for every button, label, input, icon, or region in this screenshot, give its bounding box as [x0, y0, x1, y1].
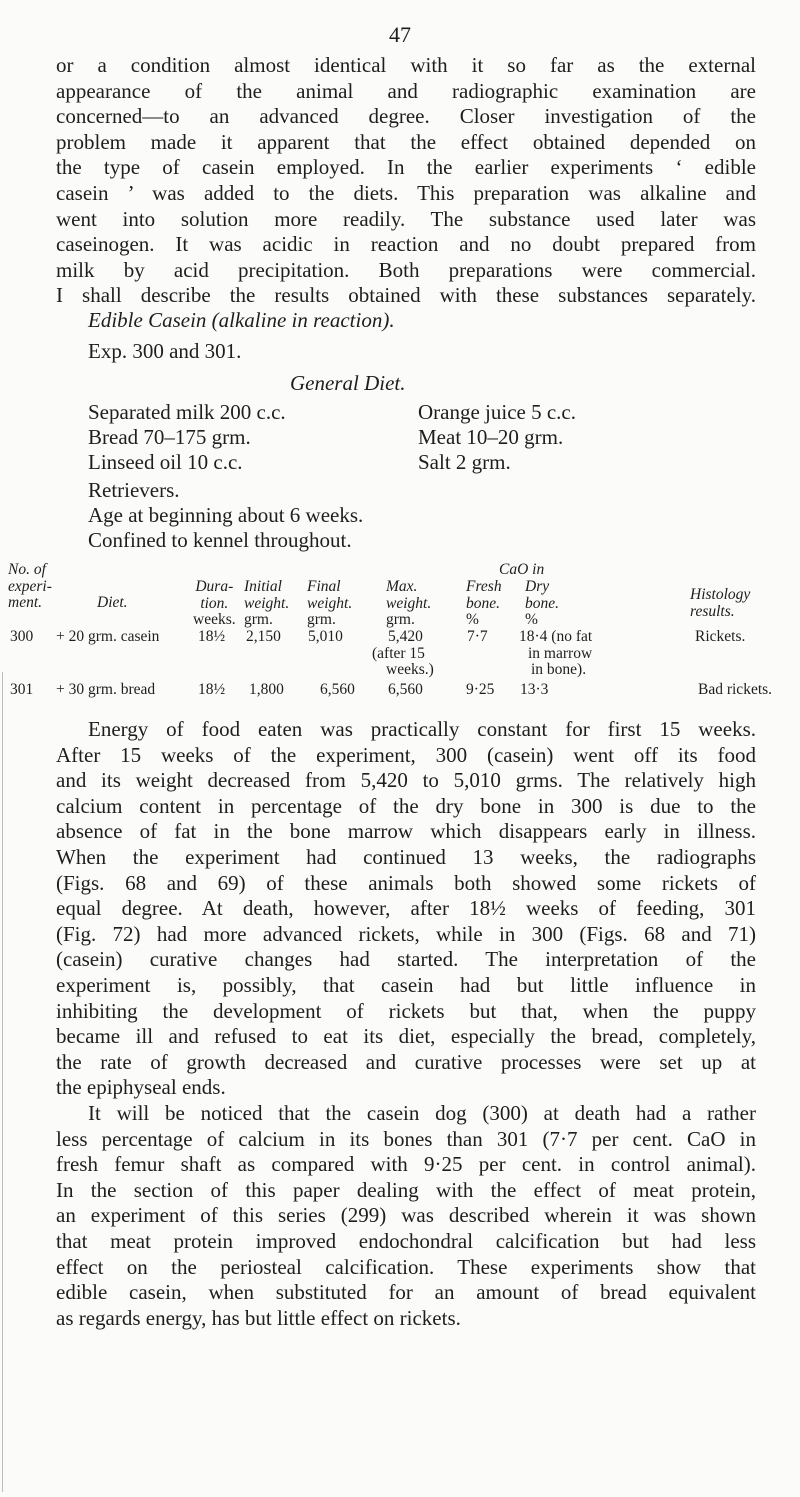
text-line: When the experiment had continued 13 weeks, the radiographs — [56, 844, 756, 869]
cell-final: 5,010 — [308, 628, 343, 645]
header-final: Final weight. grm. — [307, 578, 353, 628]
text-line: fresh femur shaft as compared with 9·25 per cent. in control animal). — [56, 1152, 756, 1177]
cell-histology: Bad rickets. — [698, 681, 773, 698]
header-initial: Initial weight. grm. — [244, 578, 290, 628]
cell-no: 301 — [10, 681, 34, 698]
text-line: or a condition almost identical with it so far as the external — [56, 53, 756, 77]
cell-initial: 2,150 — [246, 628, 281, 645]
text-line: experiment is, possibly, that casein had but little influence in — [56, 972, 756, 997]
text-line: milk by acid precipitation. Both preparations were commercial. — [56, 257, 756, 282]
text-line: as regards energy, has but little effect on rickets. — [56, 1305, 461, 1330]
text-line: It will be noticed that the casein dog (300) at death had a rather — [88, 1101, 756, 1125]
animal-note: Retrievers. — [88, 478, 180, 502]
experiment-label: Exp. 300 and 301. — [88, 339, 242, 363]
text-line: an experiment of this series (299) was described wherein it was shown — [56, 1203, 756, 1228]
diet-item: Bread 70–175 grm. — [88, 425, 251, 449]
text-line: absence of fat in the bone marrow which disappears early in illness. — [56, 819, 756, 844]
text-line: concerned—to an advanced degree. Closer investigation of the — [56, 104, 756, 129]
text-line: casein ’ was added to the diets. This preparation was alkaline and — [56, 180, 756, 205]
cell-final: 6,560 — [320, 681, 355, 698]
header-diet: Diet. — [97, 594, 128, 611]
text-line: (casein) curative changes had started. The interpretation of the — [56, 947, 756, 972]
text-line: calcium content in percentage of the dry bone in 300 is due to the — [56, 793, 756, 818]
animal-note: Confined to kennel throughout. — [88, 528, 352, 552]
cell-diet: + 20 grm. casein — [56, 628, 160, 645]
section-heading: Edible Casein (alkaline in reaction). — [88, 308, 395, 332]
cell-no: 300 — [10, 628, 34, 645]
text-line: less percentage of calcium in its bones than 301 (7·7 per cent. CaO in — [56, 1126, 756, 1151]
text-line: the type of casein employed. In the earlier experiments ‘ edible — [56, 155, 756, 180]
header-no: No. of experi- ment. — [8, 561, 52, 611]
text-line: (Figs. 68 and 69) of these animals both showed some rickets of — [56, 870, 756, 895]
text-line: In the section of this paper dealing with the effect of meat protein, — [56, 1177, 756, 1202]
cell-diet: + 30 grm. bread — [56, 681, 156, 698]
cell-duration: 18½ — [198, 681, 226, 698]
text-line: that meat protein improved endochondral calcification but had less — [56, 1228, 756, 1253]
text-line: I shall describe the results obtained with these substances separately. — [56, 283, 756, 308]
text-line: and its weight decreased from 5,420 to 5,010 grms. The relatively high — [56, 768, 756, 793]
cell-dry: 18·4 (no fat in marrow in bone). — [519, 628, 593, 678]
diet-left-column — [88, 400, 286, 475]
diet-heading: General Diet. — [290, 371, 406, 395]
text-line: became ill and refused to eat its diet, especially the bread, completely, — [56, 1024, 756, 1049]
cell-max: 6,560 — [388, 681, 423, 698]
header-cao: CaO in — [499, 561, 545, 578]
header-fresh: Fresh bone. % — [466, 578, 502, 628]
header-duration: Dura- tion. weeks. — [193, 578, 236, 628]
page-edge-shadow — [2, 672, 3, 1492]
cell-dry: 13·3 — [520, 681, 549, 698]
text-line: went into solution more readily. The substance used later was — [56, 206, 756, 231]
text-line: After 15 weeks of the experiment, 300 (casein) went off its food — [56, 742, 756, 767]
diet-item: Separated milk 200 c.c. — [88, 400, 286, 424]
text-line: (Fig. 72) had more advanced rickets, while in 300 (Figs. 68 and 71) — [56, 921, 756, 946]
cell-histology: Rickets. — [695, 628, 746, 645]
animal-note: Age at beginning about 6 weeks. — [88, 503, 364, 527]
header-dry: Dry bone. % — [525, 578, 560, 628]
text-line: problem made it apparent that the effect obtained depended on — [56, 129, 756, 154]
diet-item: Orange juice 5 c.c. — [418, 400, 577, 424]
text-line: equal degree. At death, however, after 18½ weeks of feeding, 301 — [56, 896, 756, 921]
intro-paragraph — [56, 53, 756, 309]
text-line: inhibiting the development of rickets but that, when the puppy — [56, 998, 756, 1023]
page-number: 47 — [389, 22, 411, 47]
diet-item: Salt 2 grm. — [418, 450, 511, 474]
text-line: appearance of the animal and radiographic examination are — [56, 78, 756, 103]
cell-initial: 1,800 — [249, 681, 284, 698]
diet-right-column — [418, 400, 576, 475]
text-line: the rate of growth decreased and curative processes were set up at — [56, 1049, 756, 1074]
text-line: caseinogen. It was acidic in reaction and no doubt prepared from — [56, 232, 756, 257]
diet-item: Linseed oil 10 c.c. — [88, 450, 243, 474]
text-line: effect on the periosteal calcification. These experiments show that — [56, 1254, 756, 1279]
animal-notes — [88, 478, 363, 553]
header-histology: Histology results. — [690, 586, 751, 620]
text-line: edible casein, when substituted for an amount of bread equivalent — [56, 1280, 756, 1305]
cell-fresh: 7·7 — [467, 628, 488, 645]
text-line: Energy of food eaten was practically constant for first 15 weeks. — [88, 717, 756, 741]
diet-item: Meat 10–20 grm. — [418, 425, 564, 449]
cell-fresh: 9·25 — [466, 681, 495, 698]
body-paragraph-1 — [56, 717, 756, 1101]
cell-max: 5,420 (after 15 weeks.) — [372, 628, 434, 678]
header-max: Max. weight. grm. — [386, 578, 432, 628]
text-line: the epiphyseal ends. — [56, 1075, 226, 1100]
cell-duration: 18½ — [198, 628, 226, 645]
body-paragraph-2 — [56, 1101, 756, 1331]
